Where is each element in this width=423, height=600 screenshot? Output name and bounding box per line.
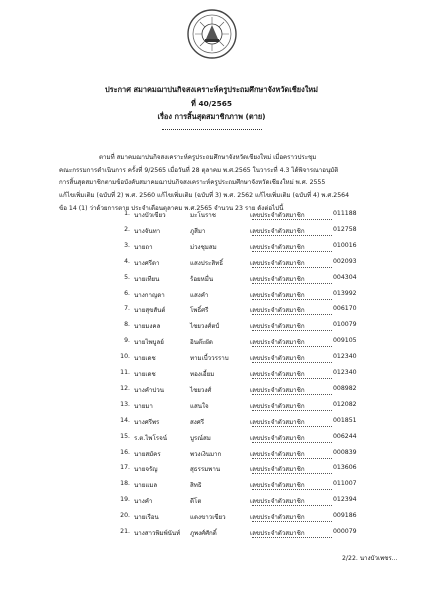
member-id-label: เลขประจำตัวสมาชิก [250,450,305,458]
member-id: 011007 [333,480,357,488]
member-row [0,526,423,540]
dotted-rule [252,505,332,506]
member-last-name: แสงคำ [190,291,209,299]
member-number: 15. [120,432,130,440]
dotted-rule [252,410,332,411]
body-line: ข้อ 14 (1) ว่าด้วยการตาย ประจำเดือนตุลาคม พ.ศ.2565 จำนวน 23 ราย ดังต่อไปนี้ [59,204,284,212]
member-row [0,367,423,381]
member-last-name: ภูพงศ์ศักดิ์ [190,530,217,537]
member-last-name: แดงขาวเขียว [190,514,226,522]
body-line: การสิ้นสุดสมาชิกตามข้อบังคับสมาคมฌาปนกิจสงเคราะห์ครูประถมศึกษาจังหวัดเชียงใหม่ พ.ศ. 2555 [59,179,326,187]
dotted-rule [252,362,332,363]
body-line: แก้ไขเพิ่มเติม (ฉบับที่ 2) พ.ศ. 2560 แก้ไขเพิ่มเติม (ฉบับที่ 3) พ.ศ. 2562 แก้ไขเพิ่มเติม (ฉบับที่ 4) พ.ศ.2564 [59,192,350,200]
member-row [0,240,423,254]
association-seal-icon [186,8,238,60]
announcement-body [59,152,359,216]
member-row [0,319,423,333]
member-id-label: เลขประจำตัวสมาชิก [250,212,305,219]
member-id: 012082 [333,400,357,408]
member-last-name: สุธรรมพาน [190,466,221,474]
member-first-name: นายเดช [134,355,156,363]
member-row [0,303,423,317]
member-id: 009186 [333,512,357,520]
member-id: 012394 [333,496,357,504]
member-row [0,510,423,524]
member-last-name: สงศรี [190,418,205,426]
dotted-rule [252,283,332,284]
dotted-rule [252,235,332,236]
member-number: 21. [120,528,130,535]
dotted-rule [252,537,332,538]
member-number: 1. [124,210,130,217]
member-first-name: นายเดช [134,371,156,378]
member-first-name: นายสุขสันต์ [134,307,166,315]
dotted-rule [252,458,332,459]
dotted-rule [252,251,332,252]
member-row [0,208,423,222]
member-last-name: ไชยวงศ์ตป์ [190,323,220,331]
member-last-name: บูรณ์สม [190,434,211,442]
member-number: 8. [124,321,130,329]
member-last-name: ดีโต [190,498,202,506]
member-first-name: นายเทียน [134,275,160,283]
member-id-label: เลขประจำตัวสมาชิก [250,498,305,506]
member-id: 013606 [333,464,357,472]
member-row [0,478,423,492]
body-line: คณะกรรมการดำเนินการ ครั้งที่ 9/2565 เมื่อวันที่ 28 ตุลาคม พ.ศ.2565 ในวาระที่ 4.3 ได้พิจารณาอนุมัติ [59,166,339,174]
member-last-name: ภูสีมา [190,227,206,235]
member-number: 17. [120,464,130,472]
member-id: 006170 [333,305,357,313]
member-first-name: นายแมล [134,482,158,490]
dotted-rule [252,473,332,474]
member-number: 14. [120,416,130,424]
member-first-name: นางจันทา [134,227,161,235]
member-number: 6. [124,289,130,297]
member-id-label: เลขประจำตัวสมาชิก [250,418,305,426]
member-first-name: นางกาญดา [134,291,165,299]
dotted-rule [252,489,332,490]
member-number: 13. [120,400,130,408]
member-last-name: แสนใจ [190,402,209,410]
dotted-rule [252,330,332,331]
member-id-label: เลขประจำตัวสมาชิก [250,275,305,283]
member-id: 004304 [333,273,357,281]
member-id: 010016 [333,241,357,249]
member-number: 11. [120,369,130,376]
member-id: 012340 [333,353,357,361]
dotted-rule [252,521,332,522]
member-last-name: พวงเงินมาก [190,450,222,458]
member-row [0,224,423,238]
member-row [0,288,423,302]
member-row [0,335,423,349]
member-id-label: เลขประจำตัวสมาชิก [250,514,305,522]
member-id-label: เลขประจำตัวสมาชิก [250,355,305,363]
member-number: 19. [120,496,130,504]
member-last-name: โพธิ์ศรี [190,307,209,315]
dotted-rule [252,314,332,315]
member-id-label: เลขประจำตัวสมาชิก [250,434,305,442]
member-id: 006244 [333,432,357,440]
member-id-label: เลขประจำตัวสมาชิก [250,291,305,299]
continuation-note: 2/22. นางบัวเพชร... [342,555,398,562]
member-first-name: นายไพบูลย์ [134,339,164,347]
member-number: 10. [120,353,130,361]
member-id-label: เลขประจำตัวสมาชิก [250,307,305,315]
announcement-title: ประกาศ สมาคมฌาปนกิจสงเคราะห์ครูประถมศึกษาจังหวัดเชียงใหม่ [104,85,319,94]
member-first-name: นางศรีพร [134,418,160,426]
member-id: 000079 [333,528,357,535]
member-first-name: นางบัวเขียว [134,212,166,219]
member-id: 008982 [333,384,357,392]
member-id-label: เลขประจำตัวสมาชิก [250,323,305,331]
member-id-label: เลขประจำตัวสมาชิก [250,386,305,394]
member-id-label: เลขประจำตัวสมาชิก [250,402,305,410]
member-id: 001851 [333,416,357,424]
member-first-name: นายเรือน [134,514,159,522]
dotted-rule [252,267,332,268]
member-last-name: ไชยวงศ์ [190,386,212,394]
member-id: 010079 [333,321,357,329]
member-number: 7. [124,305,130,313]
member-id-label: เลขประจำตัวสมาชิก [250,243,305,251]
member-number: 16. [120,448,130,456]
member-last-name: สิทธิ [190,482,202,490]
member-number: 12. [120,384,130,392]
member-last-name: ร้อยหมื่น [190,275,214,283]
member-row [0,415,423,429]
member-first-name: นายจรัญ [134,466,158,474]
member-id: 009105 [333,337,357,345]
member-last-name: ม่วงชุมสม [190,243,217,251]
member-row [0,399,423,413]
dotted-rule [252,442,332,443]
member-id: 012340 [333,369,357,376]
member-first-name: นายถา [134,243,153,251]
member-id: 011188 [333,210,357,217]
member-id-label: เลขประจำตัวสมาชิก [250,466,305,474]
member-row [0,494,423,508]
member-number: 5. [124,273,130,281]
member-first-name: ร.ต.ไพโรจน์ [134,434,167,442]
member-row [0,431,423,445]
member-first-name: นายสมัคร [134,450,161,458]
dotted-rule [252,219,332,220]
announcement-number: ที่ 40/2565 [191,99,232,108]
member-number: 2. [124,225,130,233]
member-first-name: นายมา [134,402,153,410]
member-first-name: นางศรีดา [134,259,160,267]
dotted-rule [252,299,332,300]
member-row [0,351,423,365]
member-id: 013992 [333,289,357,297]
member-last-name: มะโนราช [190,212,216,219]
member-row [0,383,423,397]
member-id: 000839 [333,448,357,456]
member-first-name: นางคำปวน [134,386,164,394]
member-last-name: ทามเบี้ววรราบ [190,355,229,363]
dotted-rule [252,346,332,347]
dotted-rule [252,394,332,395]
member-id-label: เลขประจำตัวสมาชิก [250,530,305,537]
member-number: 18. [120,480,130,488]
member-last-name: แสงประสิทธิ์ [190,259,223,267]
member-id-label: เลขประจำตัวสมาชิก [250,339,305,347]
member-first-name: นายมงคล [134,323,161,331]
member-last-name: อินต๊ะผัด [190,339,213,347]
member-last-name: ทองเอี้ยม [190,371,215,378]
header-divider [162,129,262,130]
member-id-label: เลขประจำตัวสมาชิก [250,482,305,490]
member-id-label: เลขประจำตัวสมาชิก [250,371,305,378]
member-id-label: เลขประจำตัวสมาชิก [250,259,305,267]
member-row [0,447,423,461]
member-number: 9. [124,337,130,345]
member-row [0,462,423,476]
body-line: ตามที่ สมาคมฌาปนกิจสงเคราะห์ครูประถมศึกษาจังหวัดเชียงใหม่ เมื่อคราวประชุม [99,154,317,161]
dotted-rule [252,426,332,427]
member-row [0,272,423,286]
member-number: 3. [124,241,130,249]
member-number: 4. [124,257,130,265]
member-id: 012758 [333,225,357,233]
member-first-name: นางคำ [134,498,153,506]
announcement-subject: เรื่อง การสิ้นสุดสมาชิกภาพ (ตาย) [157,112,266,121]
member-id: 002093 [333,257,357,265]
dotted-rule [252,378,332,379]
member-id-label: เลขประจำตัวสมาชิก [250,227,305,235]
member-row [0,256,423,270]
member-number: 20. [120,512,130,520]
member-first-name: นางสาวพิมพ์นันท์ [134,530,181,537]
